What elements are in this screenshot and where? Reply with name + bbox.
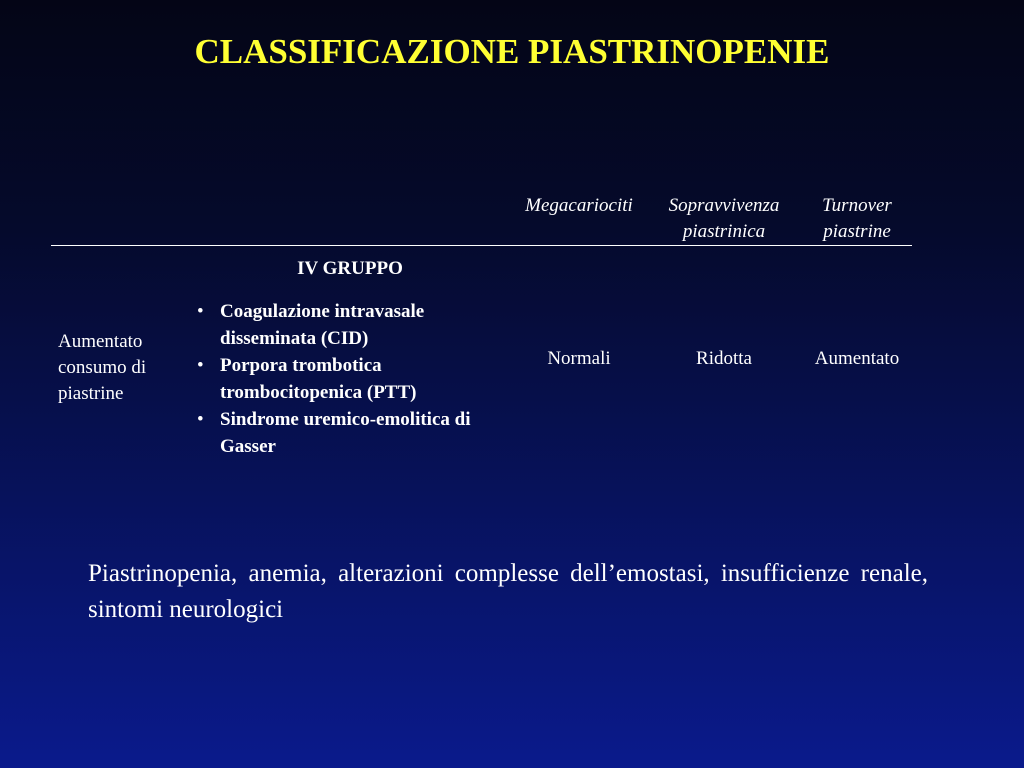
cell-turnover: Aumentato <box>814 348 900 369</box>
slide-title: CLASSIFICAZIONE PIASTRINOPENIE <box>194 32 830 71</box>
clinical-note: Piastrinopenia, anemia, alterazioni complesse dell’emostasi, insufficienze renale, sintomi neurologici <box>88 560 928 623</box>
header-turnover-piastrine: Turnover piastrine <box>822 195 892 242</box>
header-sopravvivenza-piastrinica: Sopravvivenza piastrinica <box>668 195 780 242</box>
row-label: Aumentato consumo di piastrine <box>58 331 147 404</box>
group-title: IV GRUPPO <box>297 258 403 279</box>
cell-sopravvivenza: Ridotta <box>696 348 752 369</box>
causes-list <box>194 298 504 460</box>
cause-cid: • Coagulazione intravasale disseminata (CID) <box>194 298 504 352</box>
header-divider <box>51 245 912 246</box>
cause-ptt: • Porpora trombotica trombocitopenica (PTT) <box>194 352 504 406</box>
cell-megacariociti: Normali <box>547 348 611 369</box>
cause-sindrome-uremico-emolitica: • Sindrome uremico-emolitica di Gasser <box>194 406 504 460</box>
header-megacariociti: Megacariociti <box>525 195 633 216</box>
